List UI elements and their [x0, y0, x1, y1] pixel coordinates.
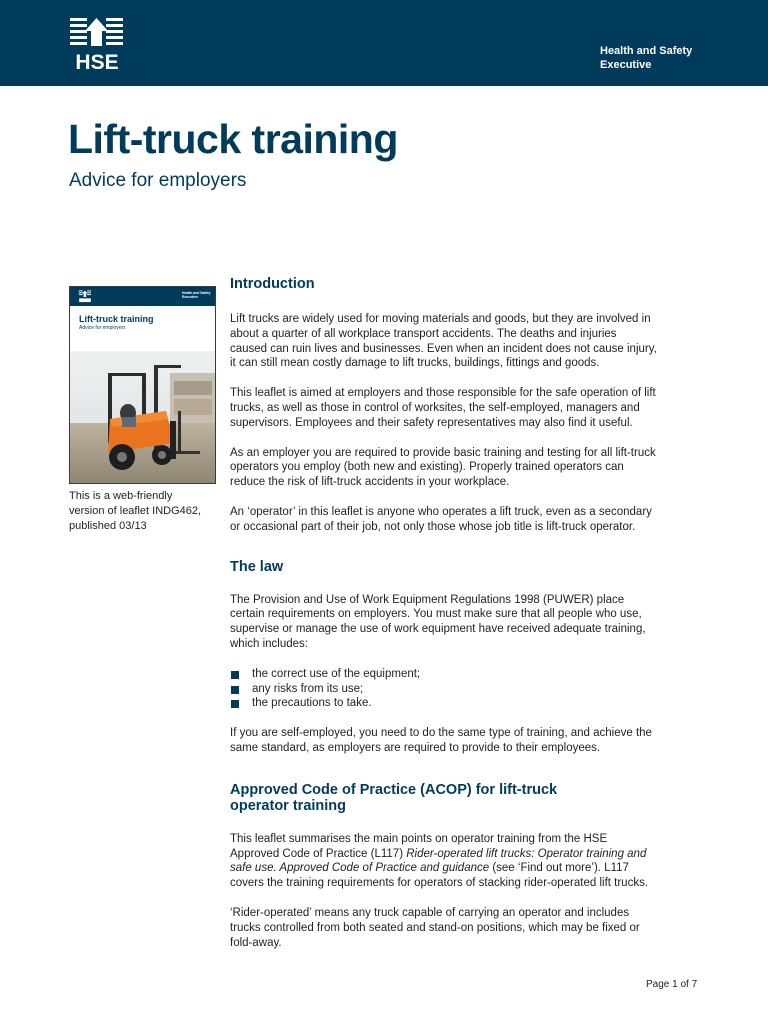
list-item: the precautions to take.: [230, 696, 705, 711]
document-subtitle: Advice for employers: [69, 170, 247, 191]
section-heading-the-law: The law: [230, 558, 284, 575]
bullet-square-icon: [231, 686, 239, 694]
cover-hse-logo-icon: [78, 290, 92, 303]
paragraph: Lift trucks are widely used for moving materials and goods, but they are involved in about a quarter of all workplace transport accidents. The deaths and injuries caused can ruin lives and businesses. Even when an incident does not cause injury, it can still mean costly damage to lift trucks, buildings, fittings and goods.: [230, 313, 657, 370]
section-heading-acop: Approved Code of Practice (ACOP) for lift-truck operator training: [230, 781, 558, 814]
list-item: the correct use of the equipment;: [230, 667, 705, 682]
cover-subtitle: Advice for employers: [79, 325, 126, 331]
bullet-square-icon: [231, 671, 239, 679]
bullet-square-icon: [231, 700, 239, 708]
paragraph: ‘Rider-operated’ means any truck capable of carrying an operator and includes trucks controlled from both seated and stand-on positions, which may be fixed or fold-away.: [230, 906, 640, 949]
paragraph: As an employer you are required to provide basic training and testing for all lift-truck operators you employ (both new and existing). Properly trained operators can reduce the risk of lift-truck accidents in your workplace.: [230, 446, 656, 489]
org-name-line: Executive: [600, 59, 652, 71]
caption-line: published 03/13: [69, 520, 147, 532]
leaflet-cover-thumbnail: [69, 286, 216, 484]
cover-org-line: Health and Safety: [182, 291, 211, 295]
organisation-name: [600, 44, 692, 72]
hse-logo-icon: [68, 16, 126, 72]
requirements-list: [230, 667, 705, 711]
page-header: [0, 0, 768, 86]
svg-text:HSE: HSE: [75, 51, 119, 72]
forklift-photo: [70, 351, 215, 483]
document-title: Lift-truck training: [68, 116, 398, 162]
caption-line: This is a web-friendly: [69, 490, 173, 502]
caption-line: version of leaflet INDG462,: [69, 505, 202, 517]
list-item: any risks from its use;: [230, 682, 705, 697]
cover-org-name: [182, 291, 210, 299]
page-number: Page 1 of 7: [646, 979, 698, 990]
main-content: [230, 276, 705, 950]
cover-title: Lift-truck training: [79, 314, 154, 324]
cover-header: [70, 287, 215, 306]
paragraph: This leaflet is aimed at employers and those responsible for the safe operation of lift trucks, as well as those in control of worksites, the self-employed, managers and supervisors. Employees and their safety representatives may also find it useful.: [230, 387, 656, 429]
paragraph: An ‘operator’ in this leaflet is anyone who operates a lift truck, even as a secondary or occasional part of their job, not only those whose job title is lift-truck operator.: [230, 505, 652, 533]
paragraph: This leaflet summarises the main points on operator training from the HSE Approved Code of Practice (L117) Rider-operated lift trucks: Operator training and safe use. Approved Code of Practice and guidance (see ‘Find out more’). L117 covers the training requirements for operators of stacking rider-operated lift trucks.: [230, 832, 649, 890]
paragraph: If you are self-employed, you need to do the same type of training, and achieve the same standard, as employers are required to provide to their employees.: [230, 727, 652, 754]
section-heading-introduction: Introduction: [230, 276, 315, 292]
cover-caption: [69, 489, 201, 534]
cover-org-line: Executive: [182, 295, 198, 299]
org-name-line: Health and Safety: [600, 45, 693, 57]
paragraph: The Provision and Use of Work Equipment Regulations 1998 (PUWER) place certain requirements on employers. You must make sure that all people who use, supervise or manage the use of work equipment have received adequate training, which includes:: [230, 593, 646, 650]
